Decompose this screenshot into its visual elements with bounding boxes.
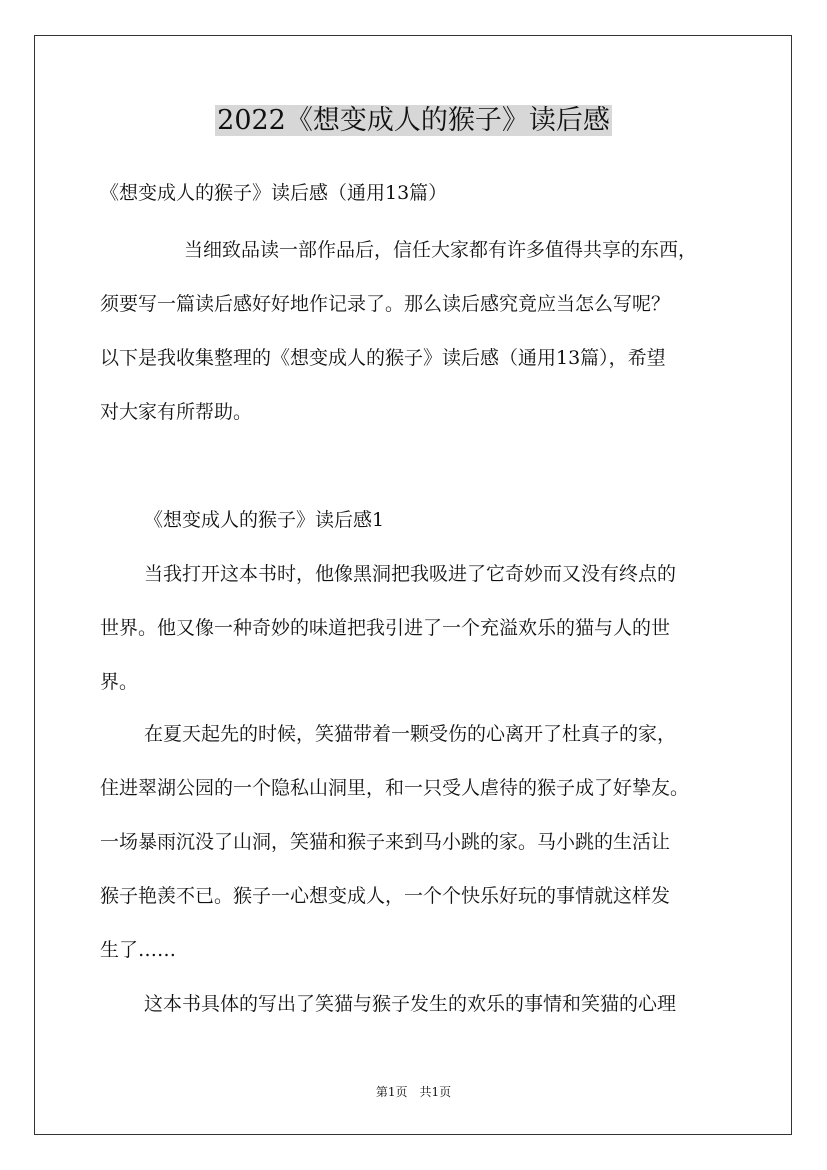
intro-line-1: 当细致品读一部作品后，信任大家都有许多值得共享的东西， [184, 239, 698, 261]
body-line-3: 界。 [100, 671, 139, 693]
document-subtitle: 《想变成人的猴子》读后感（通用13篇） [100, 182, 448, 204]
body-line-6: 一场暴雨沉没了山洞，笑猫和猴子来到马小跳的家。马小跳的生活让 [100, 831, 671, 853]
body-line-9: 这本书具体的写出了笑猫与猴子发生的欢乐的事情和笑猫的心理 [144, 993, 677, 1015]
intro-line-3: 以下是我收集整理的《想变成人的猴子》读后感（通用13篇），希望 [100, 347, 666, 369]
body-line-8: 生了…… [100, 939, 177, 961]
document-title [0, 98, 827, 144]
body-line-4: 在夏天起先的时候，笑猫带着一颗受伤的心离开了杜真子的家， [144, 723, 677, 745]
body-line-5: 住进翠湖公园的一个隐私山洞里，和一只受人虐待的猴子成了好挚友。 [100, 777, 690, 799]
document-title-text: 2022《想变成人的猴子》读后感 [217, 105, 610, 136]
intro-line-4: 对大家有所帮助。 [100, 401, 253, 423]
body-line-1: 当我打开这本书时，他像黑洞把我吸进了它奇妙而又没有终点的 [144, 563, 677, 585]
page-footer: 第1页 共1页 [375, 1085, 452, 1099]
body-line-7: 猴子艳羡不已。猴子一心想变成人，一个个快乐好玩的事情就这样发 [100, 885, 671, 907]
body-line-2: 世界。他又像一种奇妙的味道把我引进了一个充溢欢乐的猫与人的世 [100, 617, 671, 639]
section-heading: 《想变成人的猴子》读后感1 [144, 509, 385, 531]
intro-line-2: 须要写一篇读后感好好地作记录了。那么读后感究竟应当怎么写呢？ [100, 293, 671, 315]
